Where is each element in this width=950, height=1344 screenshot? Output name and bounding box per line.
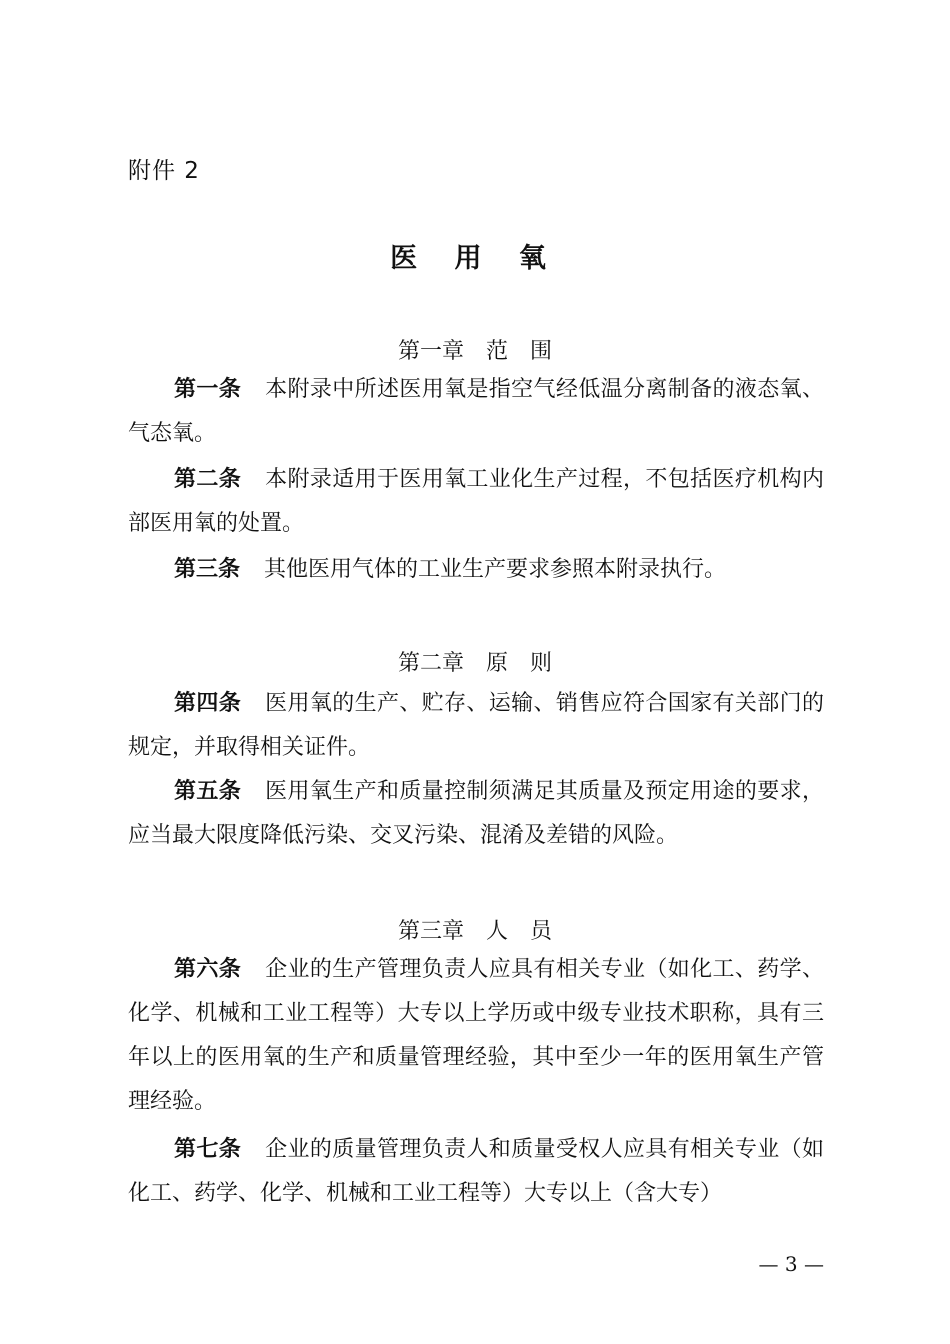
article-text: 其他医用气体的工业生产要求参照本附录执行。 — [264, 557, 727, 582]
article — [128, 368, 824, 456]
article-text: 本附录中所述医用氧是指空气经低温分离制备的液态氧、气态氧。 — [128, 377, 824, 446]
article-label: 第七条 — [174, 1137, 242, 1162]
article — [128, 682, 824, 770]
article-text: 医用氧的生产、贮存、运输、销售应符合国家有关部门的规定，并取得相关证件。 — [128, 691, 824, 760]
article-label: 第六条 — [174, 957, 242, 982]
annex-label: 附件 2 — [128, 158, 200, 184]
article-text: 企业的质量管理负责人和质量受权人应具有相关专业（如化工、药学、化学、机械和工业工程等）大专以上（含大专） — [128, 1137, 824, 1206]
article-label: 第一条 — [174, 377, 242, 402]
article — [128, 1128, 824, 1216]
article — [128, 548, 824, 592]
chapter-heading: 第二章 原 则 — [397, 651, 552, 676]
article-text: 企业的生产管理负责人应具有相关专业（如化工、药学、化学、机械和工业工程等）大专以上学历或中级专业技术职称，具有三年以上的医用氧的生产和质量管理经验，其中至少一年的医用氧生产管理经验。 — [128, 957, 824, 1114]
article-label: 第二条 — [174, 467, 242, 492]
article-label: 第四条 — [174, 691, 242, 716]
chapter-heading: 第一章 范 围 — [397, 339, 552, 364]
article — [128, 770, 824, 858]
page-number: — 3 — — [758, 1252, 824, 1276]
article-text: 本附录适用于医用氧工业化生产过程，不包括医疗机构内部医用氧的处置。 — [128, 467, 824, 536]
article-label: 第五条 — [174, 779, 242, 804]
article-label: 第三条 — [174, 557, 241, 582]
document-title: 医 用 氧 — [390, 243, 560, 274]
chapter-heading: 第三章 人 员 — [397, 919, 552, 944]
article-text: 医用氧生产和质量控制须满足其质量及预定用途的要求，应当最大限度降低污染、交叉污染、混淆及差错的风险。 — [128, 779, 824, 848]
article — [128, 948, 824, 1124]
article — [128, 458, 824, 546]
